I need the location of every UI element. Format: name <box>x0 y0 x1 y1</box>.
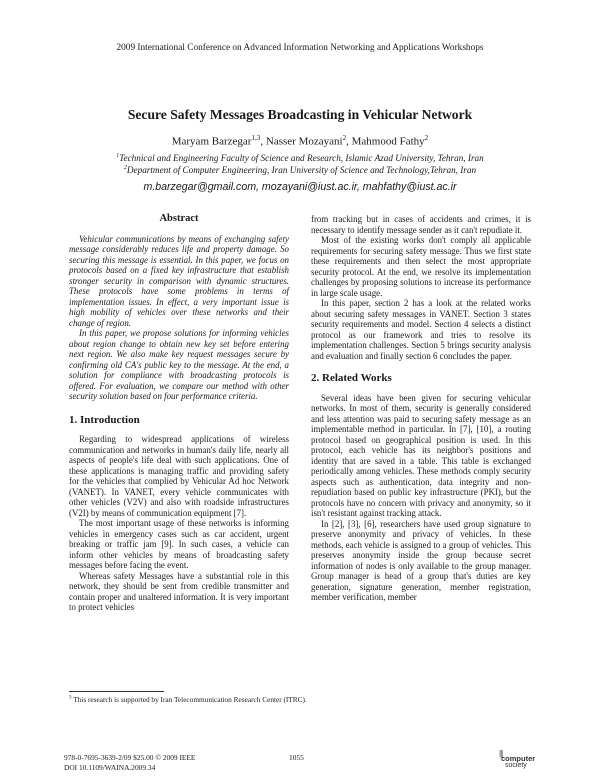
footnote <box>69 695 307 704</box>
body-paragraph: In this paper, section 2 has a look at the related works about securing safety messages in VANET. Section 3 states security requirements and model. Section 4 selects a distinct protocol as our framework and tries to resolve its implementation challenges. Section 5 brings security analysis and evaluation and finally section 6 concludes the paper. <box>311 298 531 361</box>
body-paragraph: from tracking but in cases of accidents and crimes, it is necessary to identify message sender as it can't repudiate it. <box>311 214 531 235</box>
author-sup: 1,3 <box>251 134 261 142</box>
abstract-body <box>69 234 289 402</box>
authors <box>0 134 600 148</box>
affiliation-sup: 2 <box>123 165 127 171</box>
author-name: , Nasser Mozayani <box>260 135 343 148</box>
intro-paragraph: The most important usage of these networks is informing vehicles in emergency cases such as car accident, urgent breaking or traffic jam [9]. In such cases, a vehicle can inform other vehicles by means of broadcasting safety messages before facing the event. <box>69 518 289 570</box>
affiliation-1 <box>0 153 600 163</box>
logo-mark: ||| <box>499 749 503 758</box>
logo-line-2: society <box>505 762 527 769</box>
related-works-heading: 2. Related Works <box>311 372 392 384</box>
body-paragraph: Most of the existing works don't comply all applicable requirements for securing safety message. Thus we first state these requirements and then select the most appropriate security protocol. At the end, we resolve its implementation challenges by proposing solutions to increase its performance in large scale usage. <box>311 235 531 298</box>
abstract-heading: Abstract <box>159 213 199 224</box>
intro-heading: 1. Introduction <box>69 413 140 426</box>
intro-paragraph: Whereas safety Messages have a substantial role in this network, they should be sent from credible transmitter and contain proper and unaltered information. It is very important to protect vehicles <box>69 570 289 612</box>
logo-line-1: computer <box>501 754 536 763</box>
footnote-rule <box>69 691 164 692</box>
footnote-text: This research is supported by Iran Telecommunication Research Center (ITRC). <box>73 695 307 704</box>
affiliation-sup: 1 <box>116 153 120 159</box>
paper-title: Secure Safety Messages Broadcasting in Vehicular Network <box>127 107 473 122</box>
intro-paragraph: Regarding to widespread applications of wireless communication and networks in human's daily life, nearly all aspects of people's life deal with such applications. One of these applications is managing traffic and providing safety for the vehicles that complied by Vehicular Ad hoc Network (VANET). In VANET, every vehicle communicates with other vehicles (V2V) and also with roadside infrastructures (V2I) by means of communication equipment [7]. <box>69 434 289 518</box>
conference-header: 2009 International Conference on Advanced Information Networking and Applications Workshops <box>116 43 484 53</box>
isbn-line: 978-0-7695-3639-2/09 $25.00 © 2009 IEEE <box>64 753 196 762</box>
related-works-body <box>311 393 531 603</box>
page-number: 1055 <box>289 753 304 762</box>
abstract-paragraph: Vehicular communications by means of exchanging safety message considerably reduces life and property damage. So securing this message is essential. In this paper, we focus on protocols based on a fixed key infrastructure that establish stronger security in comparison with dynamic structures. These protocols have some problems in terms of implementation issues. In effect, a very important issue is high mobility of vehicles over these networks and their change of region. <box>69 233 289 328</box>
affiliation-2 <box>0 165 600 175</box>
right-column <box>311 214 531 603</box>
author-emails: m.barzegar@gmail.com, mozayani@iust.ac.ir, mahfathy@iust.ac.ir <box>143 181 457 193</box>
affiliation-text: Technical and Engineering Faculty of Science and Research, Islamic Azad University, Tehran, Iran <box>119 153 484 164</box>
related-paragraph: In [2], [3], [6], researchers have used group signature to preserve anonymity and privacy of vehicles. In these methods, each vehicle is assigned to a group of vehicles. This preserves anonymity inside the group because secret information of nodes is only available to the group manager. Group manager is head of a group that's duties are key generation, signature generation, member registration, member verification, member <box>311 518 531 602</box>
footnote-sup: 3 <box>69 695 72 701</box>
author-name: Maryam Barzegar <box>171 135 252 148</box>
computer-society-logo <box>487 749 537 771</box>
doi-link[interactable]: DOI 10.1109/WAINA.2009.34 <box>64 763 156 772</box>
intro-body <box>69 434 289 613</box>
related-paragraph: Several ideas have been given for securing vehicular networks. In most of them, security is generally considered and less attention was paid to securing safety message as an implementable method in particular. In [7], [10], a routing protocol based on geographical position is used. In this protocol, each vehicle has its neighbor's positions and identity that are saved in a table. This table is exchanged periodically among vehicles. These methods comply security aspects such as authentication, data integrity and non-repudiation based on public key infrastructure (PKI), but the protocols have no concern with privacy and anonymity, so it isn't resistant against tracking attack. <box>311 392 531 518</box>
author-sup: 2 <box>342 134 347 142</box>
author-name: , Mahmood Fathy <box>346 135 425 148</box>
left-column <box>69 214 289 613</box>
affiliation-text: Department of Computer Engineering, Iran University of Science and Technology,Tehran, Iran <box>126 165 477 176</box>
author-sup: 2 <box>424 134 429 142</box>
abstract-paragraph: In this paper, we propose solutions for informing vehicles about region change to obtain new key set before entering next region. We also make key request messages secure by confirming old CA's public key to the message. At the end, a solution for compliance with broadcasting protocols is offered. For evaluation, we compare our method with other security solution based on four performance criteria. <box>69 328 289 401</box>
